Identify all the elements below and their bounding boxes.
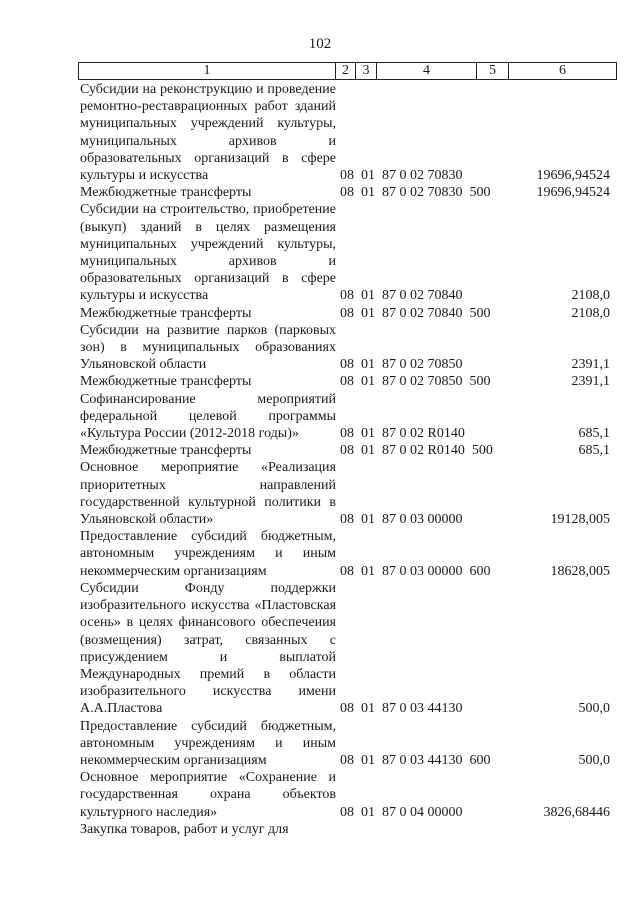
row-name: Предоставление субсидий бюджетным, автономным учреждениям и иным некоммерческим организациям [80,718,336,768]
header-col-4: 4 [377,63,477,79]
row-amount: 19696,94524 [536,168,610,184]
row-code: 08 01 87 0 03 44130 [340,701,463,717]
row-code: 08 01 87 0 04 00000 [340,804,463,820]
table-row [80,305,610,322]
header-col-2: 2 [336,63,356,79]
table-row [80,373,610,390]
row-code: 08 01 87 0 02 70840 [340,288,463,304]
table-row [80,528,610,580]
table-row [80,718,610,770]
table-row [80,821,610,838]
row-name: Субсидии Фонду поддержки изобразительного искусства «Пластовская осень» в целях финансового обеспечения (возмещения) затрат, связанных с присуждением и выплатой Международных премий в области изобразительного искусства имени А.А.Пластова [80,580,336,717]
row-code: 08 01 87 0 02 70850 [340,357,463,373]
table-header [78,62,617,80]
row-amount: 18628,005 [550,563,610,579]
row-code: 08 01 87 0 02 R0140 500 [340,443,493,459]
row-amount: 2391,1 [571,357,610,373]
row-amount: 685,1 [578,426,610,442]
table-row [80,322,610,374]
row-code: 08 01 87 0 02 R0140 [340,426,465,442]
row-amount: 19128,005 [550,512,610,528]
row-code: 08 01 87 0 02 70830 [340,168,463,184]
table-row [80,442,610,459]
row-name: Софинансирование мероприятий федеральной целевой программы «Культура России (2012-2018 годы)» [80,391,336,442]
row-name: Субсидии на строительство, приобретение (выкуп) зданий в целях размещения муниципальных учреждений культуры, муниципальных архивов и образовательных организаций в сфере культуры и искусства [80,202,336,304]
header-col-6: 6 [559,63,566,78]
table-row [80,81,610,184]
row-name: Межбюджетные трансферты [80,374,252,390]
table-row [80,201,610,304]
row-name: Межбюджетные трансферты [80,185,252,201]
row-amount: 685,1 [578,443,610,459]
table-row [80,580,610,718]
row-code: 08 01 87 0 02 70830 500 [340,185,491,201]
row-amount: 2391,1 [571,374,610,390]
row-name: Основное мероприятие «Сохранение и государственная охрана объектов культурного наследия» [80,770,336,820]
row-amount: 2108,0 [571,305,610,321]
header-col-5: 5 [477,63,509,79]
row-code: 08 01 87 0 02 70850 500 [340,374,491,390]
row-name: Субсидии на реконструкцию и проведение ремонтно-реставрационных работ зданий муниципальных учреждений культуры, муниципальных архивов и образовательных организаций в сфере культуры и искусства [80,82,336,184]
row-name: Межбюджетные трансферты [80,305,252,321]
row-amount: 2108,0 [571,288,610,304]
table-row [80,459,610,528]
row-name: Межбюджетные трансферты [80,443,252,459]
table-row [80,769,610,821]
table-row [80,184,610,201]
row-amount: 500,0 [578,701,610,717]
row-code: 08 01 87 0 02 70840 500 [340,305,491,321]
row-name: Субсидии на развитие парков (парковых зон) в муниципальных образованиях Ульяновской области [80,322,336,373]
table-row [80,391,610,443]
budget-table-body [80,81,610,838]
row-code: 08 01 87 0 03 44130 600 [340,752,491,768]
row-name: Основное мероприятие «Реализация приоритетных направлений государственной культурной политики в Ульяновской области» [80,460,336,528]
row-name: Закупка товаров, работ и услуг для [80,821,289,837]
header-col-1: 1 [79,63,336,79]
row-amount: 19696,94524 [536,185,610,201]
row-amount: 3826,68446 [543,804,610,820]
row-amount: 500,0 [578,752,610,768]
row-name: Предоставление субсидий бюджетным, автономным учреждениям и иным некоммерческим организациям [80,529,336,579]
header-col-3: 3 [356,63,377,79]
row-code: 08 01 87 0 03 00000 [340,512,463,528]
row-code: 08 01 87 0 03 00000 600 [340,563,491,579]
page-number: 102 [308,36,332,52]
